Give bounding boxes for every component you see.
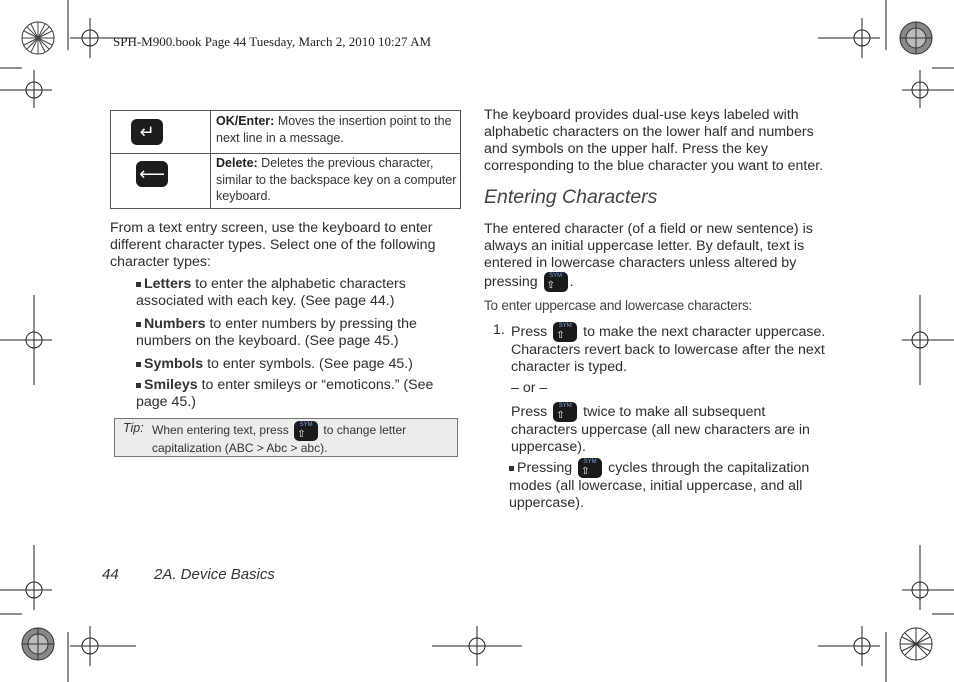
step-number: 1. [493, 322, 505, 338]
tip-box [114, 418, 458, 457]
shift-sym-key-icon: SYM ⇧ [553, 322, 577, 342]
list-item: Numbers to enter numbers by pressing the numbers on the keyboard. (See page 45.) [136, 316, 417, 349]
bullet-term: Symbols [144, 356, 204, 372]
enter-key-icon: ↵ [131, 119, 163, 145]
page-number: 44 [102, 566, 119, 583]
step-1-alt-text: Press SYM ⇧ twice to make all subsequent characters uppercase (all new characters are in uppercase). [511, 403, 810, 455]
keyboard-paragraph: The keyboard provides dual-use keys labeled with alphabetic characters on the lower half and numbers and symbols on the upper half. Press the key corresponding to the blue character you want to enter. [484, 107, 824, 174]
list-item: Smileys to enter smileys or “emoticons.” (See page 45.) [136, 377, 434, 410]
tip-label: Tip: [123, 421, 144, 435]
section-heading: Entering Characters [484, 186, 658, 208]
enter-key-description [216, 113, 458, 146]
shift-sym-key-icon: SYM ⇧ [553, 402, 577, 422]
enter-key-term: OK/Enter: [216, 114, 275, 128]
delete-key-icon: ⟵ [136, 161, 168, 187]
procedure-title: To enter uppercase and lowercase characters: [484, 298, 753, 313]
or-separator: – or – [511, 380, 548, 396]
delete-key-description [216, 155, 458, 205]
enter-key-desc-text: Moves the insertion point to the next line in a message. [216, 114, 452, 145]
list-item: Letters to enter the alphabetic characters associated with each key. (See page 44.) [136, 276, 406, 309]
delete-key-term: Delete: [216, 156, 258, 170]
bullet-term: Letters [144, 276, 192, 292]
bullet-term: Smileys [144, 377, 198, 393]
list-item: Pressing SYM ⇧ cycles through the capitalization modes (all lowercase, initial uppercase, and all uppercase). [509, 459, 810, 511]
intro-paragraph: From a text entry screen, use the keyboard to enter different character types. Select one of the following character types: [110, 220, 436, 270]
running-head: SPH-M900.book Page 44 Tuesday, March 2, 2010 10:27 AM [113, 34, 432, 49]
section-name: 2A. Device Basics [154, 566, 275, 583]
list-item: Symbols to enter symbols. (See page 45.) [136, 356, 436, 373]
delete-key-desc-text: Deletes the previous character, similar to the backspace key on a computer keyboard. [216, 156, 457, 203]
shift-sym-key-icon: SYM ⇧ [578, 458, 602, 478]
shift-sym-key-icon: SYM ⇧ [544, 272, 568, 292]
bullet-term: Numbers [144, 316, 206, 332]
step-1-text: Press SYM ⇧ to make the next character uppercase. Characters revert back to lowercase after the next character is typed. [511, 323, 826, 375]
entering-paragraph: The entered character (of a field or new sentence) is always an initial uppercase letter. By default, text is entered in lowercase characters unless altered by pressing SYM ⇧ . [484, 221, 813, 291]
shift-sym-key-icon: SYM ⇧ [294, 421, 318, 441]
tip-text: When entering text, press SYM ⇧ to change letter capitalization (ABC > Abc > abc). [152, 422, 407, 455]
key-table [110, 110, 461, 209]
